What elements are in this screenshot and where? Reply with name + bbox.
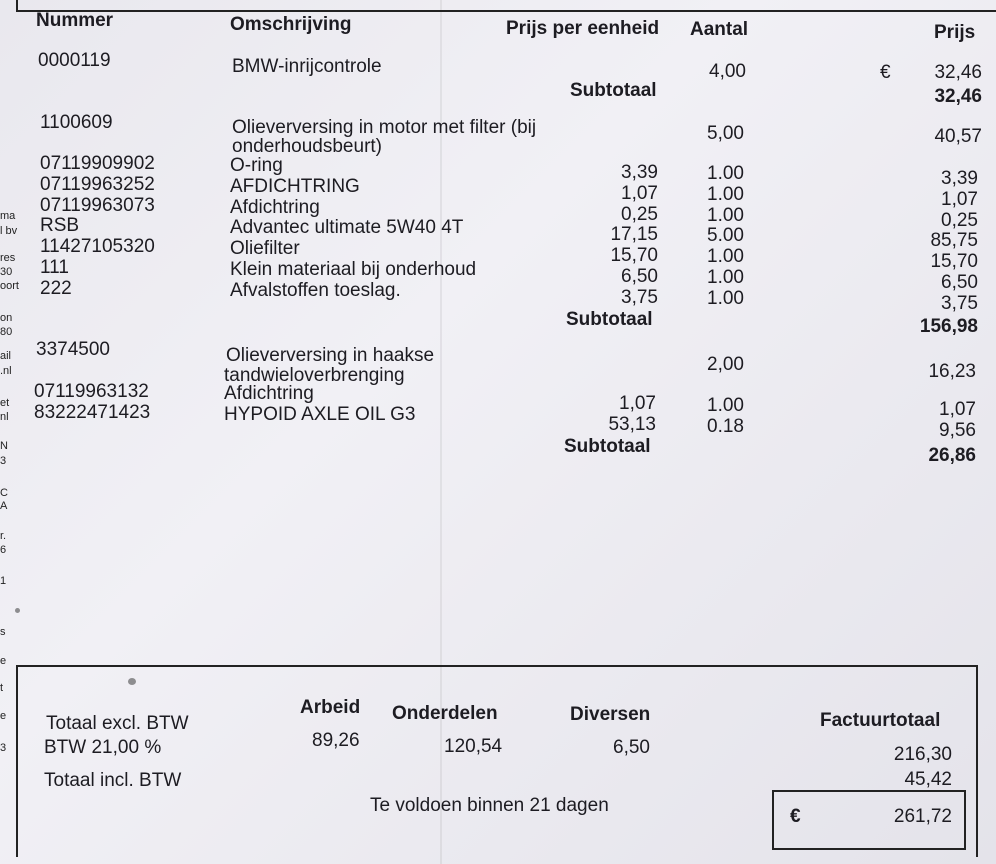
header-aantal: Aantal bbox=[690, 19, 749, 40]
margin-fragment: r. bbox=[0, 530, 7, 542]
item-quantity: 1.00 bbox=[707, 267, 744, 288]
margin-fragment: 30 bbox=[0, 266, 13, 278]
margin-fragment: s bbox=[0, 626, 6, 638]
margin-fragment: et bbox=[0, 397, 10, 409]
item-description: Oliefilter bbox=[230, 238, 300, 260]
col-diversen: Diversen bbox=[570, 704, 651, 725]
arbeid-value: 89,26 bbox=[312, 730, 360, 751]
group-quantity: 5,00 bbox=[707, 123, 744, 144]
header-rule bbox=[16, 0, 996, 12]
label-totaal-excl: Totaal excl. BTW bbox=[46, 713, 189, 734]
item-quantity: 1.00 bbox=[707, 204, 744, 226]
header-prijs-per-eenheid: Prijs per eenheid bbox=[506, 18, 660, 39]
header-nummer: Nummer bbox=[36, 10, 114, 31]
item-description: AFDICHTRING bbox=[230, 175, 360, 197]
item-quantity: 1.00 bbox=[707, 395, 744, 416]
margin-fragment: C bbox=[0, 487, 8, 499]
margin-fragment: 80 bbox=[0, 326, 13, 338]
item-price: 3,75 bbox=[941, 292, 978, 314]
group-description: Olieverversing in motor met filter (bij bbox=[232, 117, 537, 138]
subtotal-label: Subtotaal bbox=[570, 80, 657, 101]
item-price: 3,39 bbox=[941, 168, 978, 189]
margin-fragment: .nl bbox=[0, 365, 12, 377]
diversen-value: 6,50 bbox=[613, 737, 650, 758]
item-price: 9,56 bbox=[939, 419, 976, 441]
group-code: 3374500 bbox=[36, 339, 110, 360]
item-quantity: 1.00 bbox=[707, 287, 744, 309]
item-number: 07119963132 bbox=[34, 381, 149, 402]
item-description: HYPOID AXLE OIL G3 bbox=[224, 403, 416, 425]
header-prijs: Prijs bbox=[934, 22, 976, 43]
onderdelen-value: 120,54 bbox=[444, 736, 503, 757]
margin-fragment: ma bbox=[0, 210, 16, 222]
ink-mark bbox=[15, 608, 20, 613]
subtotal-value: 26,86 bbox=[928, 445, 976, 466]
group-description: Olieverversing in haakse bbox=[226, 345, 435, 366]
item-unit-price: 1,07 bbox=[621, 182, 658, 204]
item-description: Afdichtring bbox=[224, 383, 314, 404]
item-price: 85,75 bbox=[930, 230, 978, 252]
item-number: 07119963073 bbox=[40, 194, 155, 216]
margin-fragment: A bbox=[0, 500, 8, 512]
margin-fragment: t bbox=[0, 682, 4, 694]
subtotal-value: 32,46 bbox=[934, 86, 982, 107]
item-number: 07119963252 bbox=[40, 173, 155, 195]
group-description-cont: onderhoudsbeurt) bbox=[232, 136, 382, 157]
label-totaal-incl: Totaal incl. BTW bbox=[44, 770, 182, 791]
item-unit-price: 3,75 bbox=[621, 286, 658, 308]
group-code: 0000119 bbox=[38, 50, 111, 71]
margin-fragment: N bbox=[0, 440, 8, 452]
factuur-excl-value: 216,30 bbox=[893, 744, 952, 765]
margin-fragment: e bbox=[0, 655, 7, 667]
item-number: RSB bbox=[40, 215, 80, 237]
margin-fragment: oort bbox=[0, 280, 19, 292]
payment-terms: Te voldoen binnen 21 dagen bbox=[370, 795, 609, 816]
item-quantity: 1.00 bbox=[707, 246, 744, 268]
group-price: 40,57 bbox=[934, 126, 982, 147]
col-onderdelen: Onderdelen bbox=[392, 703, 498, 724]
subtotal-value: 156,98 bbox=[919, 316, 978, 337]
group-description: BMW-inrijcontrole bbox=[232, 56, 382, 77]
margin-fragment: e bbox=[0, 710, 7, 722]
total-incl-value: 261,72 bbox=[893, 806, 952, 827]
group-quantity: 4,00 bbox=[709, 61, 746, 82]
group-price: 16,23 bbox=[928, 361, 976, 382]
item-number: 11427105320 bbox=[40, 236, 155, 258]
item-number: 111 bbox=[40, 257, 69, 278]
item-unit-price: 53,13 bbox=[608, 413, 656, 435]
item-number: 222 bbox=[40, 277, 72, 299]
item-number: 83222471423 bbox=[34, 401, 151, 423]
item-unit-price: 6,50 bbox=[621, 266, 658, 287]
col-arbeid: Arbeid bbox=[300, 697, 361, 718]
item-description: Afvalstoffen toeslag. bbox=[230, 279, 401, 301]
label-btw: BTW 21,00 % bbox=[44, 737, 162, 758]
margin-fragment: l bv bbox=[0, 225, 18, 237]
item-price: 6,50 bbox=[941, 272, 978, 293]
margin-fragment: 1 bbox=[0, 575, 7, 587]
group-price: 32,46 bbox=[934, 62, 982, 83]
item-unit-price: 0,25 bbox=[621, 203, 658, 225]
item-description: Advantec ultimate 5W40 4T bbox=[230, 217, 464, 239]
item-price: 0,25 bbox=[941, 209, 978, 231]
group-description-cont: tandwieloverbrenging bbox=[224, 365, 405, 386]
margin-fragment: on bbox=[0, 312, 13, 324]
subtotal-label: Subtotaal bbox=[566, 309, 653, 330]
item-quantity: 1.00 bbox=[707, 183, 744, 205]
item-number: 07119909902 bbox=[40, 153, 155, 174]
subtotal-label: Subtotaal bbox=[564, 436, 651, 457]
item-description: O-ring bbox=[230, 155, 283, 176]
item-quantity: 0.18 bbox=[707, 415, 744, 437]
margin-fragment: res bbox=[0, 252, 16, 264]
margin-fragment: ail bbox=[0, 350, 12, 362]
item-description: Klein materiaal bij onderhoud bbox=[230, 259, 477, 280]
group-quantity: 2,00 bbox=[707, 354, 744, 375]
item-unit-price: 15,70 bbox=[610, 245, 658, 267]
btw-value: 45,42 bbox=[904, 769, 952, 790]
margin-fragment: 6 bbox=[0, 544, 7, 556]
col-factuurtotaal: Factuurtotaal bbox=[820, 710, 941, 731]
item-quantity: 1.00 bbox=[707, 163, 744, 184]
item-unit-price: 1,07 bbox=[619, 393, 656, 414]
margin-fragment: 3 bbox=[0, 455, 7, 467]
margin-fragment: nl bbox=[0, 411, 9, 423]
currency-symbol: € bbox=[880, 62, 891, 83]
item-price: 15,70 bbox=[930, 251, 978, 273]
euro-symbol: € bbox=[790, 806, 801, 827]
item-unit-price: 3,39 bbox=[621, 162, 658, 183]
item-description: Afdichtring bbox=[230, 196, 320, 218]
ink-mark bbox=[128, 678, 136, 685]
margin-fragment: 3 bbox=[0, 742, 7, 754]
item-price: 1,07 bbox=[941, 188, 978, 210]
header-omschrijving: Omschrijving bbox=[230, 14, 352, 35]
item-price: 1,07 bbox=[939, 399, 976, 420]
item-quantity: 5.00 bbox=[707, 225, 744, 247]
group-code: 1100609 bbox=[40, 112, 113, 133]
item-unit-price: 17,15 bbox=[610, 224, 658, 246]
